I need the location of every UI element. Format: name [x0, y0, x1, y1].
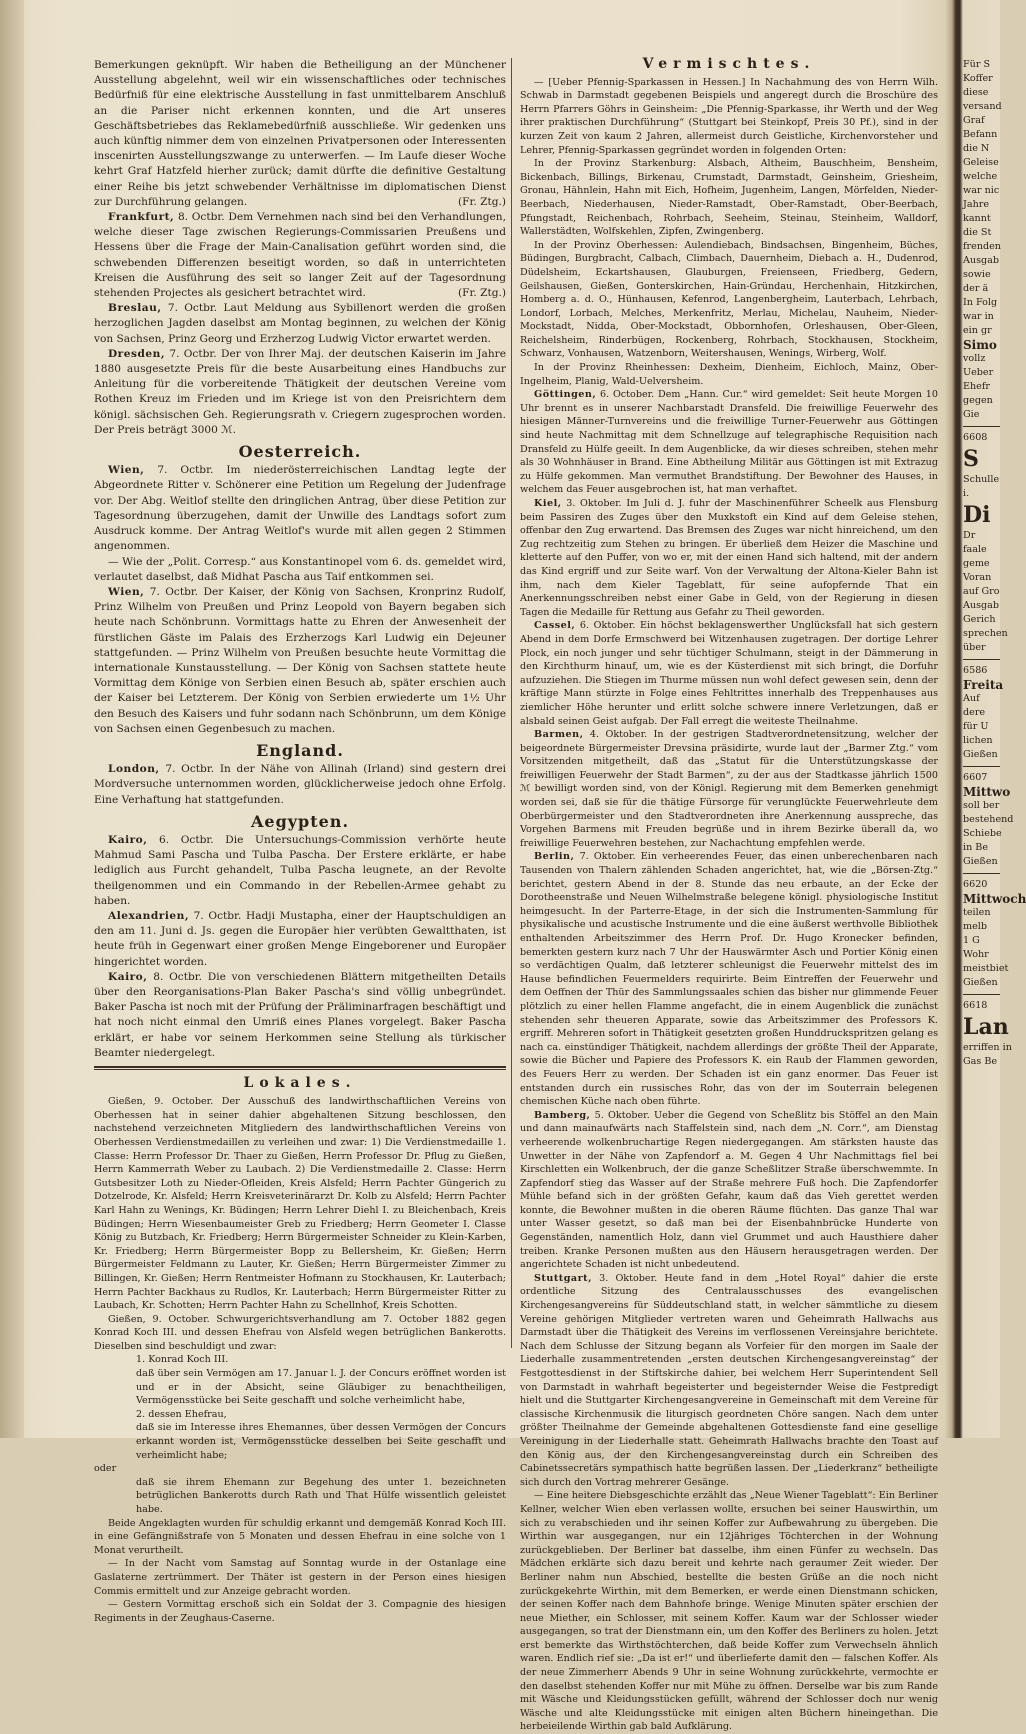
margin-fragment: Dr [963, 530, 976, 541]
news-item: Frankfurt, 8. Octbr. Dem Vernehmen nach sind bei den Verhandlungen, welche dieser Tage zwischen Regierungs-Commissarien Preußens und Hessens über die Frage der Main-Canalisation geführt worden sind, die schwebenden Differenzen beseitigt worden, so daß in unterrichteten Kreisen die Ausführung des seit so langer Zeit auf der Tagesordnung stehenden Projectes als gesichert betrachtet wird. (Fr. Ztg.) [94, 211, 506, 300]
margin-fragment: auf Gro [963, 586, 1000, 597]
margin-fragment: welche [963, 171, 998, 182]
margin-fragment: 6618 [963, 1000, 988, 1011]
vermischtes-item: In der Provinz Oberhessen: Aulendiebach, Bindsachsen, Bingenheim, Büches, Büdingen, Burgbracht, Calbach, Climbach, Dauernheim, Diebach a. H., Dudenrod, Düdelsheim, Eckartshausen, Glauburgen, Freienseen, Friedberg, Gedern, Geilshausen, Gießen, Gonterskirchen, Hain-Gründau, Herchenhain, Hitzkirchen, Homberg a. d. O., Hünhausen, Kefenrod, Langenbergheim, Lauterbach, Lehrbach, Londorf, Lorbach, Melches, Merkenfritz, Merlau, Michelau, Nauheim, Nieder-Mockstadt, Nidda, Ober-Mockstadt, Obbornhofen, Orleshausen, Ober-Gleen, Reichelsheim, Rinderbügen, Rockenberg, Rohrbach, Stockhausen, Stockheim, Schwarz, Vonhausen, Watzenborn, Weitershausen, Wenings, Wirberg, Wolf. [520, 239, 938, 360]
margin-fragment: meistbiet [963, 963, 1009, 974]
margin-fragment: Gerich [963, 614, 996, 625]
vermischtes-item: In der Provinz Starkenburg: Alsbach, Altheim, Bauschheim, Bensheim, Bickenbach, Billings, Birkenau, Crumstadt, Darmstadt, Geinsheim, Griesheim, Gronau, Hähnlein, Hahn mit Eich, Hofheim, Jugenheim, Langen, Mörfelden, Nieder-Beerbach, Niederhausen, Nieder-Ramstadt, Ober-Ramstadt, Ober-Beerbach, Pfungstadt, Reichenbach, Rohrbach, Seeheim, Steinau, Steinheim, Walldorf, Wallerstädten, Wolfskehlen, Zipfen, Zwingenberg. [520, 158, 938, 238]
margin-fragment: Geleise [963, 157, 999, 168]
news-item: Breslau, 7. Octbr. Laut Meldung aus Sybillenort werden die großen herzoglichen Jagden daselbst am Montag beginnen, zu welchen der König von Sachsen, Prinz Georg und Erzherzog Ludwig Victor erwartet werden. [94, 302, 506, 345]
margin-fragment: sowie [963, 269, 991, 280]
margin-fragment: Gie [963, 409, 980, 420]
margin-fragment: 6620 [963, 879, 988, 890]
margin-fragment: war nic [963, 185, 1000, 196]
margin-fragment: Jahre [963, 199, 990, 210]
margin-fragment: vollz [963, 353, 986, 364]
charge-line: daß über sein Vermögen am 17. Januar l. J. der Concurs eröffnet worden ist und er in der Absicht, seine Gläubiger zu benachtheiligen, Vermögensstücke bei Seite geschafft und solche verheimlicht habe, [136, 1368, 506, 1407]
margin-fragment: erriffen in [963, 1042, 1012, 1053]
margin-fragment: Mittwoch [963, 892, 1026, 906]
margin-fragment: kannt [963, 213, 991, 224]
margin-fragment: Gas Be [963, 1056, 998, 1067]
section-divider [94, 1066, 506, 1070]
margin-fragment: lichen [963, 735, 993, 746]
margin-fragment: Ueber [963, 367, 994, 378]
section-heading-england: England. [256, 740, 344, 760]
margin-fragment: Mittwo [963, 785, 1011, 799]
news-item: Kiel, 3. Oktober. Im Juli d. J. fuhr der Maschinenführer Scheelk aus Flensburg beim Passiren des Zuges über den Muxkstoft ein Kind auf dem Geleise stehen, offenbar den Zug erwartend. Das Bremsen des Zuges war nicht hinreichend, um den Zug rechtzeitig zum Stehen zu bringen. Er überließ dem Heizer die Maschine und kletterte auf den Puffer, von wo er, mit der einen Hand sich haltend, mit der andern das Kind ergriff und zur Seite warf. Von der Verwaltung der Altona-Kieler Bahn ist ihm, nach dem Kieler Tageblatt, für seine aufopfernde That ein Anerkennungsschreiben nebst einer Gabe in Geld, von der Regierung in diesen Tagen die Medaille für Rettung aus Gefahr zu Theil geworden. [520, 498, 938, 618]
margin-fragment: 1 G [963, 935, 980, 946]
margin-fragment: Schiebe [963, 828, 1002, 839]
margin-fragment: Simo [963, 338, 997, 352]
vermischtes-item: — [Ueber Pfennig-Sparkassen in Hessen.] In Nachahmung des von Herrn Wilh. Schwab in Darmstadt gegebenen Beispiels und angeregt durch die Broschüre des Herrn Pfarrers Göhrs in Geinsheim: „Die Pfennig-Sparkasse, ihr Werth und der Weg ihrer praktischen Durchführung“ (Stuttgart bei Steinkopf, Preis 30 Pf.), sind in der kurzen Zeit von kaum 2 Jahren, allermeist durch Geistliche, Kirchenvorsteher und Lehrer, Pfennig-Sparkassen gegründet worden in folgenden Orten: [520, 76, 938, 156]
margin-fragment: die St [963, 227, 992, 238]
adjacent-page-strip [963, 58, 1026, 1069]
news-item: Alexandrien, 7. Octbr. Hadji Mustapha, einer der Hauptschuldigen an den am 11. Juni d. Js. gegen die Europäer hier verübten Gewaltthaten, ist heute früh in Gegenwart einer großen Menge Eingeborener und Europäer hingerichtet worden. [94, 909, 507, 968]
margin-fragment: die N [963, 143, 990, 154]
news-item: — Wie der „Polit. Corresp.“ aus Konstantinopel vom 6. ds. gemeldet wird, verlautet daselbst, daß Midhat Pascha aus Taif entkommen sei. [94, 555, 506, 583]
margin-fragment: sprechen [963, 628, 1008, 639]
margin-fragment: Di [963, 502, 991, 528]
margin-fragment: Graf [963, 115, 985, 126]
news-item: Cassel, 6. Oktober. Ein höchst beklagenswerther Unglücksfall hat sich gestern Abend in dem Dorfe Ermschwerd bei Witzenhausen zugetragen. Der dortige Lehrer Plock, ein noch junger und sehr tüchtiger Schulmann, steigt in der Dämmerung in den Kirchthurm hinauf, um, wie es der Küsterdienst mit sich bringt, die Dorfuhr aufzuziehen. Die Stiegen im Thurme müssen nun wohl defect gewesen sein, denn der kräftige Mann stürzte in Folge eines Fehltrittes innerhalb des Treppenhauses aus ziemlicher Höhe herunter und erlitt solche schwere innere Verletzungen, daß er alsbald seinen Geist aufgab. Der Fall erregt die weiteste Theilnahme. [520, 620, 938, 727]
news-item: Wien, 7. Octbr. Der Kaiser, der König von Sachsen, Kronprinz Rudolf, Prinz Wilhelm von Preußen und Prinz Leopold von Bayern begaben sich heute nach Schönbrunn. Vormittags hatte zu Ehren der Anwesenheit der fürstlichen Gäste im Palais des Erzherzogs Karl Ludwig ein Dejeuner stattgefunden. — Prinz Wilhelm von Preußen besuchte heute Vormittag die internationale Kunstausstellung. — Der König von Sachsen stattete heute Vormittag dem Könige von Serbien einen Besuch ab, später erschien auch der Kaiser bei Letzterem. Der König von Serbien erwiederte um 1½ Uhr den Besuch des Kaisers und fuhr sodann nach Schönbrunn, um dem Könige von Sachsen einen Gegenbesuch zu machen. [94, 585, 506, 735]
margin-rule [963, 873, 1000, 874]
news-item: Barmen, 4. Oktober. In der gestrigen Stadtverordnetensitzung, welcher der beigeordnete Bürgermeister Drevsina präsidirte, wurde laut der „Barmer Ztg.“ vom Vorsitzenden mitgetheilt, daß das „Statut für die Unterstützungskasse der freiwilligen Feuerwehr der Stadt Barmen“, zu der aus der Stadtkasse jährlich 1500 ℳ bewilligt worden sind, von der Königl. Regierung mit dem Bemerken genehmigt worden sei, daß sie für die thätige Fürsorge für verunglückte Feuerwehrleute dem Oberbürgermeister und den Stadtverordneten ihre Anerkennung ausspreche, das Vorgehen Barmens mit Freuden begrüße und in ihrem Bezirke überall da, wo freiwillige Feuerwehren bestehen, zur Nachachtung empfehlen werde. [520, 729, 938, 849]
margin-rule [963, 994, 1000, 995]
margin-fragment: Gießen [963, 856, 998, 867]
margin-fragment: 6586 [963, 665, 988, 676]
news-item: Dresden, 7. Octbr. Der von Ihrer Maj. der deutschen Kaiserin im Jahre 1880 ausgesetzte Preis für die beste Ausarbeitung eines Handbuchs zur Anleitung für die vorbereitende Thätigkeit der deutschen Vereine vom Rothen Kreuz im Frieden und im Kriege ist von den Preisrichtern dem königl. sächsischen Geh. Regierungsrath v. Criegern zugesprochen worden. Der Preis beträgt 3000 ℳ. [94, 347, 506, 436]
lokales-item: — In der Nacht vom Samstag auf Sonntag wurde in der Ostanlage eine Gaslaterne zertrümmert. Der Thäter ist gestern in der Person eines hiesigen Commis ermittelt und zur Anzeige gebracht worden. [94, 1558, 506, 1597]
margin-fragment: Für S [963, 59, 991, 70]
margin-fragment: Koffer [963, 73, 993, 84]
margin-fragment: versand [963, 101, 1002, 112]
margin-fragment: diese [963, 87, 989, 98]
intro-paragraph: Bemerkungen geknüpft. Wir haben die Betheiligung an der Münchener Ausstellung abgelehnt, weil wir ein wissenschaftliches oder technisches Bedürfniß für eine elektrische Ausstellung in fast unmittelbarem Anschluß an die Pariser nicht erkennen konnten, und die Art unseres Geschäftsbetriebes das Reklamebedürfniß ausschließe. Wir gedenken uns auch künftig nimmer dem von einzelnen Privatpersonen oder Interessenten inscenirten Ausstellungszwange zu unterwerfen. — Im Laufe dieser Woche kehrt Graf Hatzfeld hierher zurück; damit dürfte die definitive Gestaltung einer Reihe bis jetzt schwebender Verhältnisse im diplomatischen Dienst zur Durchführung gelangen. (Fr. Ztg.) [94, 59, 506, 208]
margin-fragment: Lan [963, 1014, 1009, 1040]
news-item: Bamberg, 5. Oktober. Ueber die Gegend von Scheßlitz bis Stöffel an den Main und dann mainaufwärts nach Staffelstein sind, nach dem „N. Corr.“, am Dienstag verheerende wolkenbruchartige Regen niedergegangen. Am stärksten hauste das Unwetter in der Nähe von Zapfendorf a. M. Gegen 4 Uhr Nachmittags fiel bei Kirschletten ein Wolkenbruch, der die ganze Scheßlitzer Straße überschwemmte. In Zapfendorf stieg das Wasser auf der Straße mehrere Fuß hoch. Die Zapfendorfer Mühle befand sich in der größten Gefahr, kaum daß das Vieh gerettet werden konnte, die Bewohner mußten in die oberen Räume flüchten. Das ganze Thal war unter Wasser gesetzt, so daß man bei der Eisenbahnbrücke Hunderte von Gegenständen, namentlich Holz, dann viel Grummet und auch Hausthiere daher treiben. Kranke Personen mußten aus den Häusern herausgetragen werden. Der angerichtete Schaden ist nicht unbedeutend. [520, 1109, 938, 1271]
margin-fragment: Freita [963, 678, 1004, 692]
page-binding-edge [0, 0, 24, 1438]
margin-fragment: gegen [963, 395, 993, 406]
margin-fragment: melb [963, 921, 987, 932]
margin-fragment: faale [963, 544, 987, 555]
margin-fragment: geme [963, 558, 990, 569]
margin-fragment: Auf [963, 693, 980, 704]
margin-fragment: war in [963, 311, 994, 322]
margin-rule [963, 426, 1000, 427]
margin-fragment: der ä [963, 283, 989, 294]
right-column [520, 58, 938, 1734]
news-item: Berlin, 7. Oktober. Ein verheerendes Feuer, das einen unberechenbaren nach Tausenden von Thalern zählenden Schaden angerichtet, hat, wie die „Börsen-Ztg.“ berichtet, gestern Abend in der 8. Stunde das neu erbaute, an der Ecke der Dorotheenstraße und Neuen Wilhelmstraße belegene königl. physiologische Institut heimgesucht. In der Parterre-Etage, in der sich die Instrumenten-Sammlung für physikalische und acustische Instrumente und die eine äußerst werthvolle Bibliothek enthaltenden Arbeitszimmer des Herrn Prof. Dr. Hugo Kronecker befinden, bemerkten gestern kurz nach 7 Uhr der Hauswärmter Asch und Portier König einen so verdächtigen Qualm, daß letzterer schleunigst die Feuerwehr mittelst des im Hause befindlichen Feuermelders requirirte. Beim Eintreffen der Feuerwehr und dem Oeffnen der Thür des Sammlungssaales schien das bisher nur glimmende Feuer plötzlich zu einer hellen Flamme angefacht, die in einem Augenblick die zunächst stehenden sehr theueren Apparate, sowie das Arbeitszimmer des Professors K. ergriff. Mehreren sofort in Thätigkeit gesetzten großen Hunddruckspritzen gelang es nach ca. einstündiger Thätigkeit, nachdem allerdings der größte Theil der Apparate, sowie die Bücher und Papiere des Professors K. ein Raub der Flammen geworden, des Feuers Herr zu werden. Der Schaden ist ein ganz enormer. Das Feuer ist entstanden durch ein russisches Rohr, das von der im Souterrain belegenen chemischen Küche nach oben führte. [520, 851, 938, 1108]
margin-fragment: i. [963, 488, 970, 499]
margin-rule [963, 659, 1000, 660]
lokales-item: Gießen, 9. October. Schwurgerichtsverhandlung am 7. October 1882 gegen Konrad Koch III. und dessen Ehefrau von Alsfeld wegen betrüglichen Bankerotts. Dieselben sind beschuldigt und zwar: [94, 1313, 506, 1352]
margin-fragment: Gießen [963, 977, 998, 988]
lokales-item: Gießen, 9. October. Der Ausschuß des landwirthschaftlichen Vereins von Oberhessen hat in seiner dahier abgehaltenen Sitzung beschlossen, den nachstehend verzeichneten Mitgliedern des landwirthschaftlichen Vereins von Oberhessen Verdienstmedaillen zu verleihen und zwar: 1) Die Verdienstmedaille 1. Classe: Herrn Professor Dr. Thaer zu Gießen, Herrn Professor Dr. Pflug zu Gießen, Herrn Kammerrath Weber zu Laubach. 2) Die Verdienstmedaille 2. Classe: Herrn Gutsbesitzer Loth zu Nieder-Ofleiden, Kreis Alsfeld; Herrn Pachter Güngerich zu Dotzelrode, Kr. Alsfeld; Herrn Kreisveterinärarzt Dr. Kolb zu Alsfeld; Herrn Pachter Karl Hahn zu Wenings, Kr. Büdingen; Herrn Lehrer Diehl I. zu Bleichenbach, Kreis Büdingen; Herrn Wiesenbaumeister Greb zu Friedberg; Herrn Geometer I. Classe König zu Butzbach, Kr. Friedberg; Herrn Bürgermeister Schneider zu Klein-Karben, Kr. Friedberg; Herrn Bürgermeister Bopp zu Bellersheim, Kr. Gießen; Herrn Bürgermeister Feldmann zu Lauter, Kr. Gießen; Herrn Bürgermeister Zimmer zu Billingen, Kr. Gießen; Herrn Rentmeister Hofmann zu Stockhausen, Kr. Lauterbach; Herrn Pachter Backhaus zu Rudlos, Kr. Lauterbach; Herrn Bürgermeister Ritter zu Laubach, Kr. Schotten; Herrn Pachter Hahn zu Schellnhof, Kreis Schotten. [94, 1096, 506, 1312]
news-item: Göttingen, 6. October. Dem „Hann. Cur.“ wird gemeldet: Seit heute Morgen 10 Uhr brennt es in unserer Nachbarstadt Dransfeld. Die freiwillige Feuerwehr des hiesigen Männer-Turnvereins und die freiwillige Turner-Feuerwehr aus Göttingen sind heute Nachmittag mit dem Schnellzuge auf telegraphische Requisition nach Dransfeld zu Hülfe geeilt. In dem Augenblicke, da wir dieses schreiben, stehen mehr als 30 Wohnhäuser in Brand. Eine Abtheilung Militär aus Göttingen ist mit Extrazug zu Hülfe gekommen. Man vermuthet Brandstiftung. Der Bewohner des Hauses, in welchem das Feuer ausgebrochen ist, hat man verhaftet. [520, 389, 938, 496]
charge-line: 2. dessen Ehefrau, [136, 1408, 227, 1420]
margin-fragment: Ausgab [963, 255, 1000, 266]
news-item: Kairo, 8. Octbr. Die von verschiedenen Blättern mitgetheilten Details über den Reorganisations-Plan Baker Pascha's sind völlig unbegründet. Baker Pascha ist noch mit der Prüfung der Präliminarfragen beschäftigt und hat noch nicht einmal den Umriß eines Planes vorgelegt. Baker Pascha erklärt, er habe vor seinem Herkommen seine Stellung als türkischer Beamter niedergelegt. [94, 970, 507, 1059]
verdict: Beide Angeklagten wurden für schuldig erkannt und demgemäß Konrad Koch III. in eine Gefängnißstrafe von 5 Monaten und dessen Ehefrau in eine solche von 1 Monat verurtheilt. [94, 1517, 506, 1556]
margin-fragment: teilen [963, 907, 991, 918]
closing-story: — Eine heitere Diebsgeschichte erzählt das „Neue Wiener Tageblatt“: Ein Berliner Kellner, welcher Wien eben verlassen wollte, ersuchen bei seiner Hauswirthin, um sich zu verabschieden und ihr seinen Koffer zur Aufbewahrung zu übergeben. Die Wirthin war ausgegangen, nur ein 12jähriges Töchterchen in der Wohnung zurückgeblieben. Der Berliner bat dasselbe, ihm einen Fünfer zu wechseln. Das Mädchen erklärte sich dazu bereit und kehrte nach geraumer Zeit wieder. Der Berliner nahm nun Abschied, bestellte die besten Grüße an die noch nicht zurückgekehrte Wirthin, mit dem Bemerken, er werde einen Dienstmann schicken, der seinen Koffer nach dem Bahnhofe bringe. Wenige Minuten später erschien der neue Miether, ein Schlosser, mit seinem Koffer. Kaum war der Schlosser wieder ausgegangen, so trat der Dienstmann ein, um den Koffer des Berliners zu holen. Jetzt erst bemerkte das Wirthstöchterchen, daß beide Koffer zum Verwechseln ähnlich waren. Endlich rief sie: „Da ist er!“ und überlieferte damit den — falschen Koffer. Als der neue Zimmerherr Abends 9 Uhr in seine Wohnung zurückkehrte, vermochte er den daselbst stehenden Koffer nur mit Mühe zu öffnen. Derselbe war bis zum Rande mit Wäsche und Kleidungsstücken gefüllt, während der Schlosser doch nur wenig Wäsche und alte Kleidungsstücke mit einigen alten Büchern hineingethan. Die herbeieilende Wirthin gab bald Aufklärung. [520, 1490, 938, 1733]
margin-fragment: Ausgab [963, 600, 1000, 611]
column-rule [511, 58, 512, 1348]
lokales-item: — Gestern Vormittag erschoß sich ein Soldat der 3. Compagnie des hiesigen Regiments in der Zeughaus-Caserne. [94, 1599, 506, 1624]
margin-fragment: dere [963, 707, 986, 718]
margin-fragment: soll ber [963, 800, 1000, 811]
section-heading-oesterreich: Oesterreich. [238, 442, 362, 462]
section-heading-aegypten: Aegypten. [250, 811, 350, 831]
margin-rule [963, 766, 1000, 767]
news-item: Wien, 7. Octbr. Im niederösterreichischen Landtag legte der Abgeordnete Ritter v. Schönerer eine Petition um Regelung der Judenfrage vor. Der Abg. Weitlof stellte den dringlichen Antrag, über diese Petition zur Tagesordnung überzugehen, damit der Unwille des Landtags sofort zum Ausdruck komme. Der Antrag Weitlof's wurde mit allen gegen 2 Stimmen angenommen. [94, 464, 507, 553]
margin-fragment: Befann [963, 129, 998, 140]
margin-fragment: in Be [963, 842, 989, 853]
news-item: Kairo, 6. Octbr. Die Untersuchungs-Commission verhörte heute Mahmud Sami Pascha und Tulba Pascha. Der Erstere erklärte, er habe lediglich aus Furcht gehandelt, Tulba Pascha leugnete, an der Revolte theilgenommen und ein Commando in der Rebellen-Armee gehabt zu haben. [94, 833, 507, 907]
news-item: Stuttgart, 3. Oktober. Heute fand in dem „Hotel Royal“ dahier die erste ordentliche Sitzung des Centralausschusses des evangelischen Kirchengesangvereins für Süddeutschland statt, in welcher sämmtliche zu diesem Vereine gehörigen Mitglieder vertreten waren und Geheimrath Hallwachs aus Darmstadt über die Thätigkeit des Vereins im verflossenen Vereinsjahre berichtete. Nach dem Schlusse der Sitzung begann als Vorfeier für den morgen im Saale der Liederhalle zusammentretenden „ersten deutschen Kirchengesangvereinstag“ der Festgottesdienst in der Stiftskirche dahier, bei welchem Herr Superintendent Sell von Darmstadt in wahrhaft begeisterter und begeisternder Weise die Festpredigt hielt und die Stuttgarter Kirchengesangvereine in Gemeinschaft mit dem Vereine für classische Kirchenmusik die liturgisch geordneten Chöre sangen. Nach dem unter größter Theilnahme der Gemeinde abgehaltenen Gottesdienste fand eine gesellige Vereinigung in der Liederhalle statt. Geheimrath Hallwachs brachte den Toast auf den König aus, der den Kirchengesangvereinstag durch ein Schreiben des Cabinetssecretärs sympathisch hatte begrüßen lassen. Der „Liederkranz“ betheiligte sich durch den Vortrag mehrerer Gesänge. [520, 1272, 938, 1488]
left-column [94, 58, 506, 1625]
margin-fragment: über [963, 642, 986, 653]
charge-line: oder [94, 1463, 117, 1475]
section-heading-lokales: Lokales. [243, 1075, 357, 1091]
charge-line: daß sie ihrem Ehemann zur Begehung des unter 1. bezeichneten betrüglichen Bankerotts durch Rath und That Hülfe wissentlich geleistet habe. [136, 1476, 506, 1516]
margin-fragment: Schulle [963, 474, 1000, 485]
margin-fragment: für U [963, 721, 989, 732]
margin-fragment: ein gr [963, 325, 992, 336]
margin-fragment: 6607 [963, 772, 988, 783]
vermischtes-item: In der Provinz Rheinhessen: Dexheim, Dienheim, Eichloch, Mainz, Ober-Ingelheim, Planig, Wald-Uelversheim. [520, 362, 938, 387]
margin-fragment: frenden [963, 241, 1001, 252]
charge-line: 1. Konrad Koch III. [136, 1354, 229, 1366]
charge-line: daß sie im Interesse ihres Ehemannes, über dessen Vermögen der Concurs erkannt worden ist, Vermögensstücke desselben bei Seite geschafft und verheimlicht habe; [136, 1422, 506, 1461]
margin-fragment: S [963, 446, 979, 472]
margin-fragment: 6608 [963, 432, 988, 443]
margin-fragment: In Folg [963, 297, 998, 308]
margin-fragment: Voran [963, 572, 992, 583]
margin-fragment: Ehefr [963, 381, 990, 392]
section-heading-vermischtes: Vermischtes. [642, 56, 816, 72]
news-item: London, 7. Octbr. In der Nähe von Allinah (Irland) sind gestern drei Mordversuche unternommen worden, glücklicherweise jedoch ohne Erfolg. Eine Verhaftung hat stattgefunden. [94, 763, 507, 806]
lokales-block [94, 1095, 506, 1625]
margin-fragment: Wohr [963, 949, 989, 960]
margin-fragment: Gießen [963, 749, 998, 760]
margin-fragment: bestehend [963, 814, 1014, 825]
